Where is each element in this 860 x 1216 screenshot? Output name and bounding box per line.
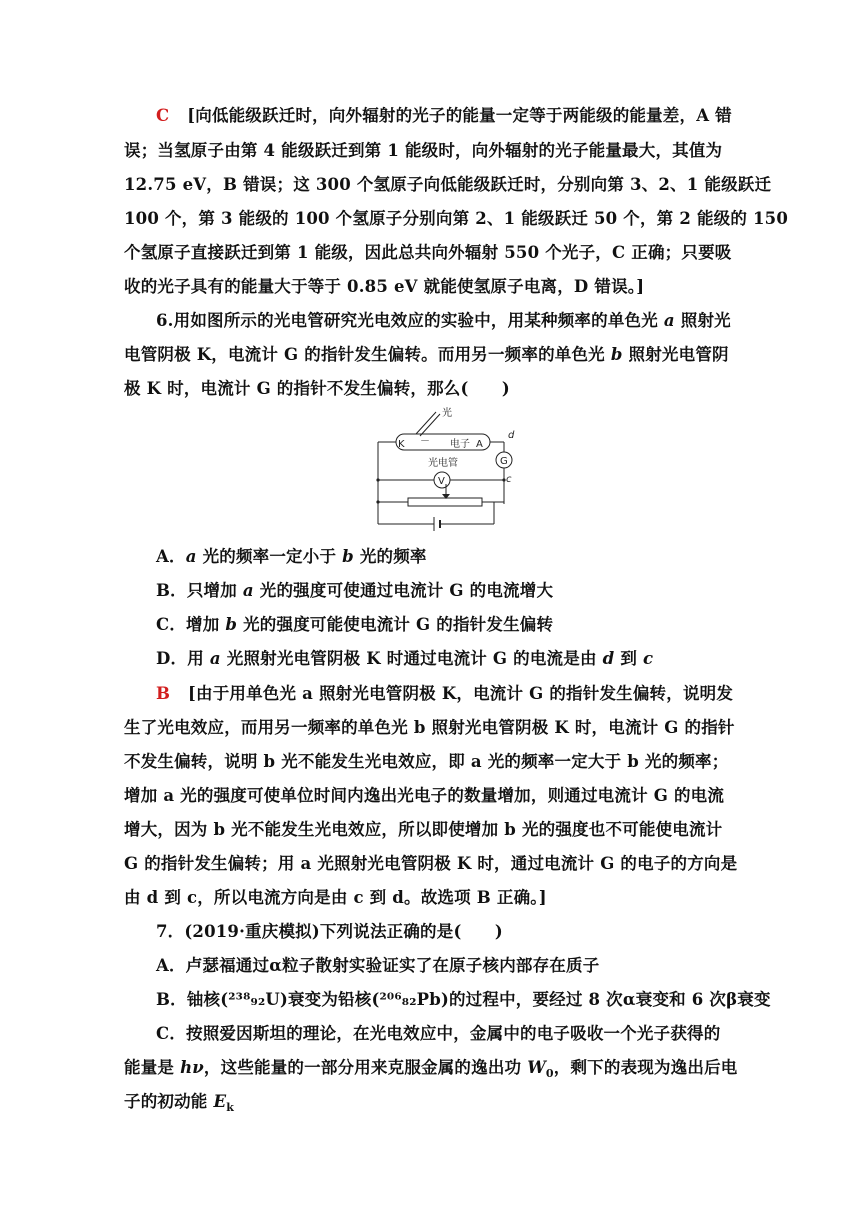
electron-label: 电子 <box>450 439 470 450</box>
photoelectric-circuit-diagram <box>370 404 520 532</box>
question-7-option-c-line-1: C．按照爱因斯坦的理论，在光电效应中，金属中的电子吸收一个光子获得的 <box>156 1024 721 1043</box>
point-d-label: d <box>508 430 515 441</box>
answer-letter: B <box>156 684 171 703</box>
question-7-stem: 7．(2019·重庆模拟)下列说法正确的是( ) <box>156 922 503 941</box>
answer-text: [向低能级跃迁时，向外辐射的光子的能量一定等于两能级的能量差，A 错 <box>187 106 732 125</box>
answer-5-line-2: 误；当氢原子由第 4 能级跃迁到第 1 能级时，向外辐射的光子能量最大，其值为 <box>124 141 723 160</box>
answer-6-line-6: G 的指针发生偏转；用 a 光照射光电管阴极 K 时，通过电流计 G 的电子的方向是 <box>124 854 738 873</box>
answer-5-line-4: 100 个，第 3 能级的 100 个氢原子分别向第 2、1 能级跃迁 50 个，第 2 能级的 150 <box>124 209 789 228</box>
voltmeter-label: V <box>438 476 445 487</box>
answer-6-line-5: 增大，因为 b 光不能发生光电效应，所以即使增加 b 光的强度也不可能使电流计 <box>124 820 723 839</box>
answer-6-line-3: 不发生偏转，说明 b 光不能发生光电效应，即 a 光的频率一定大于 b 光的频率； <box>124 752 729 771</box>
question-6-line-2: 电管阴极 K，电流计 G 的指针发生偏转。而用另一频率的单色光 b 照射光电管阴 <box>124 345 729 364</box>
question-6-option-a: A．a 光的频率一定小于 b 光的频率 <box>156 547 427 566</box>
answer-6-line-2: 生了光电效应，而用另一频率的单色光 b 照射光电管阴极 K 时，电流计 G 的指针 <box>124 718 735 737</box>
answer-5-line-5: 个氢原子直接跃迁到第 1 能级，因此总共向外辐射 550 个光子，C 正确；只要吸 <box>124 243 732 262</box>
question-7-option-c-line-3: 子的初动能 $E_k$ <box>124 1092 235 1114</box>
tube-label: 光电管 <box>428 458 458 469</box>
question-7-option-c-line-2: 能量是 hν，这些能量的一部分用来克服金属的逸出功 $W_0$，剩下的表现为逸出后电 <box>124 1058 738 1080</box>
svg-text:－: － <box>420 436 430 447</box>
answer-5-line-6: 收的光子具有的能量大于等于 0.85 eV 就能使氢原子电离，D 错误。] <box>124 277 645 296</box>
answer-5-line-1 <box>156 106 776 126</box>
question-6-line-3: 极 K 时，电流计 G 的指针不发生偏转，那么( ) <box>124 379 510 398</box>
answer-6-line-1: B [由于用单色光 a 照射光电管阴极 K，电流计 G 的指针发生偏转，说明发 <box>156 684 734 703</box>
answer-letter: C <box>156 106 170 125</box>
light-label: 光 <box>442 408 452 419</box>
question-6-option-b: B．只增加 a 光的强度可使通过电流计 G 的电流增大 <box>156 581 554 600</box>
point-c-label: c <box>506 474 512 485</box>
light-ray <box>416 412 436 434</box>
question-7-option-b: B．铀核(²³⁸₉₂U)衰变为铅核(²⁰⁶₈₂Pb)的过程中，要经过 8 次α衰变和 6 次β衰变 <box>156 990 771 1009</box>
answer-5-line-3: 12.75 eV，B 错误；这 300 个氢原子向低能级跃迁时，分别向第 3、2、1 能级跃迁 <box>124 175 772 194</box>
anode-label: A <box>476 439 483 450</box>
question-6-option-d: D．用 a 光照射光电管阴极 K 时通过电流计 G 的电流是由 d 到 c <box>156 649 654 668</box>
galvanometer-label: G <box>500 456 508 467</box>
question-7-option-a: A．卢瑟福通过α粒子散射实验证实了在原子核内部存在质子 <box>156 956 600 975</box>
answer-6-line-7: 由 d 到 c，所以电流方向是由 c 到 d。故选项 B 正确。] <box>124 888 547 907</box>
answer-6-line-4: 增加 a 光的强度可使单位时间内逸出光电子的数量增加，则通过电流计 G 的电流 <box>124 786 725 805</box>
cathode-label: K <box>398 439 405 450</box>
rheostat <box>408 498 482 506</box>
question-6-option-c: C．增加 b 光的强度可能使电流计 G 的指针发生偏转 <box>156 615 554 634</box>
question-6-line-1: 6.用如图所示的光电管研究光电效应的实验中，用某种频率的单色光 a 照射光 <box>156 311 731 330</box>
